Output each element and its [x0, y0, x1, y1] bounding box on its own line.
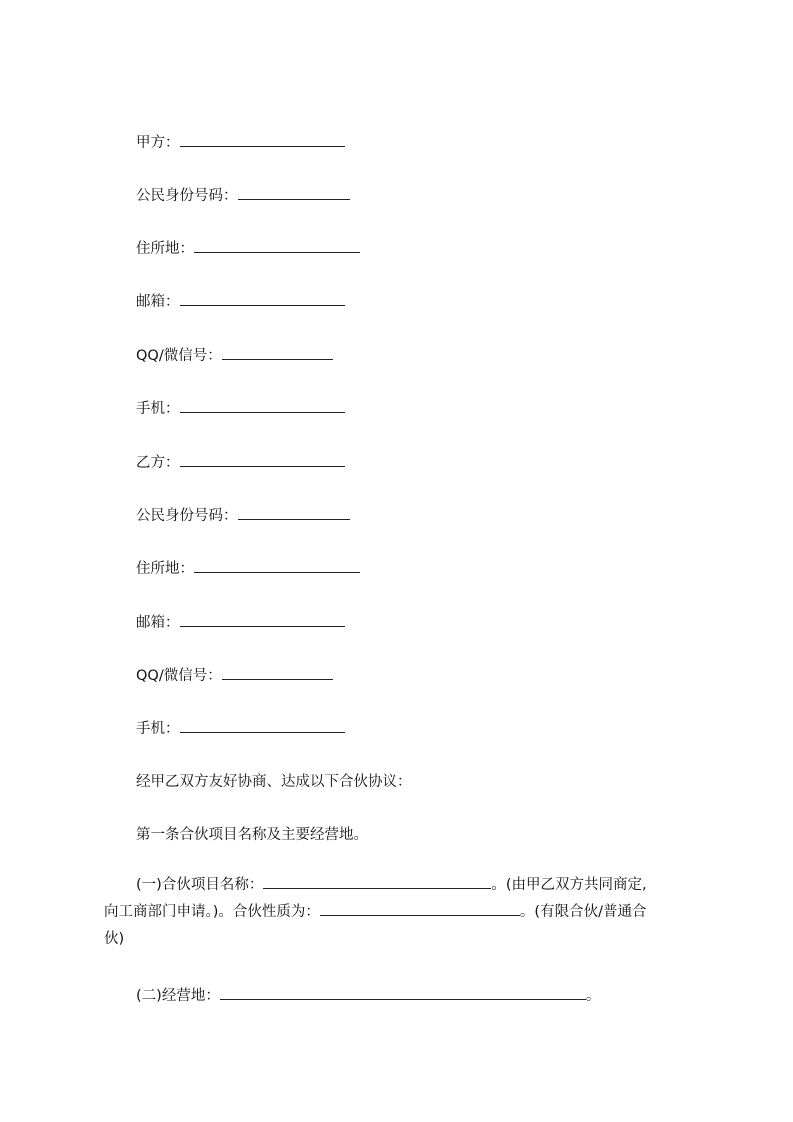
party-a-email-line	[136, 291, 345, 312]
article-1-item-1	[104, 872, 704, 953]
party-a-wechat-label: QQ/微信号：	[136, 348, 222, 364]
item-1-nature-label: 向工商部门申请。)。合伙性质为：	[104, 904, 320, 920]
party-b-wechat-line	[136, 665, 333, 686]
item-1-note: 。(由甲乙双方共同商定,	[491, 877, 647, 893]
party-a-phone-label: 手机：	[136, 401, 180, 417]
party-b-phone-line	[136, 718, 345, 739]
party-b-id-label: 公民身份号码：	[136, 508, 238, 524]
party-a-email-blank[interactable]	[180, 291, 345, 306]
party-b-address-blank[interactable]	[194, 558, 360, 573]
item-1-nature-options-end: 伙)	[104, 931, 125, 947]
party-b-label: 乙方：	[136, 455, 180, 471]
party-b-line	[136, 452, 345, 473]
party-a-id-label: 公民身份号码：	[136, 188, 238, 204]
business-location-blank[interactable]	[220, 985, 586, 1000]
party-b-id-line	[136, 505, 350, 526]
partnership-nature-blank[interactable]	[320, 901, 520, 916]
party-b-wechat-label: QQ/微信号：	[136, 668, 222, 684]
party-a-email-label: 邮箱：	[136, 294, 180, 310]
article-1-item-2	[136, 985, 600, 1006]
party-a-address-blank[interactable]	[194, 238, 360, 253]
party-b-phone-blank[interactable]	[180, 718, 345, 733]
party-b-address-line	[136, 558, 360, 579]
party-b-id-blank[interactable]	[238, 505, 350, 520]
party-a-blank[interactable]	[180, 132, 345, 147]
party-a-wechat-blank[interactable]	[222, 345, 333, 360]
item-1-nature-options: 。(有限合伙/普通合	[519, 904, 647, 920]
party-b-email-blank[interactable]	[180, 612, 345, 627]
party-b-blank[interactable]	[180, 452, 345, 467]
party-a-wechat-line	[136, 345, 333, 366]
party-a-id-blank[interactable]	[238, 185, 350, 200]
intro-text: 经甲乙双方友好协商、达成以下合伙协议：	[136, 774, 412, 790]
party-a-label: 甲方：	[136, 135, 180, 151]
article-1-title: 第一条合伙项目名称及主要经营地。	[136, 827, 368, 843]
party-a-phone-blank[interactable]	[180, 398, 345, 413]
party-a-phone-line	[136, 398, 345, 419]
item-2-location-label: (二)经营地：	[136, 988, 220, 1004]
item-1-project-name-label: (一)合伙项目名称：	[136, 877, 264, 893]
party-b-email-line	[136, 612, 345, 633]
party-b-phone-label: 手机：	[136, 721, 180, 737]
party-b-email-label: 邮箱：	[136, 615, 180, 631]
party-b-wechat-blank[interactable]	[222, 665, 333, 680]
item-2-period: 。	[585, 988, 601, 1004]
party-b-address-label: 住所地：	[136, 561, 194, 577]
party-a-id-line	[136, 185, 350, 206]
party-a-line	[136, 132, 345, 153]
project-name-blank[interactable]	[263, 874, 491, 889]
party-a-address-line	[136, 238, 360, 259]
party-a-address-label: 住所地：	[136, 241, 194, 257]
